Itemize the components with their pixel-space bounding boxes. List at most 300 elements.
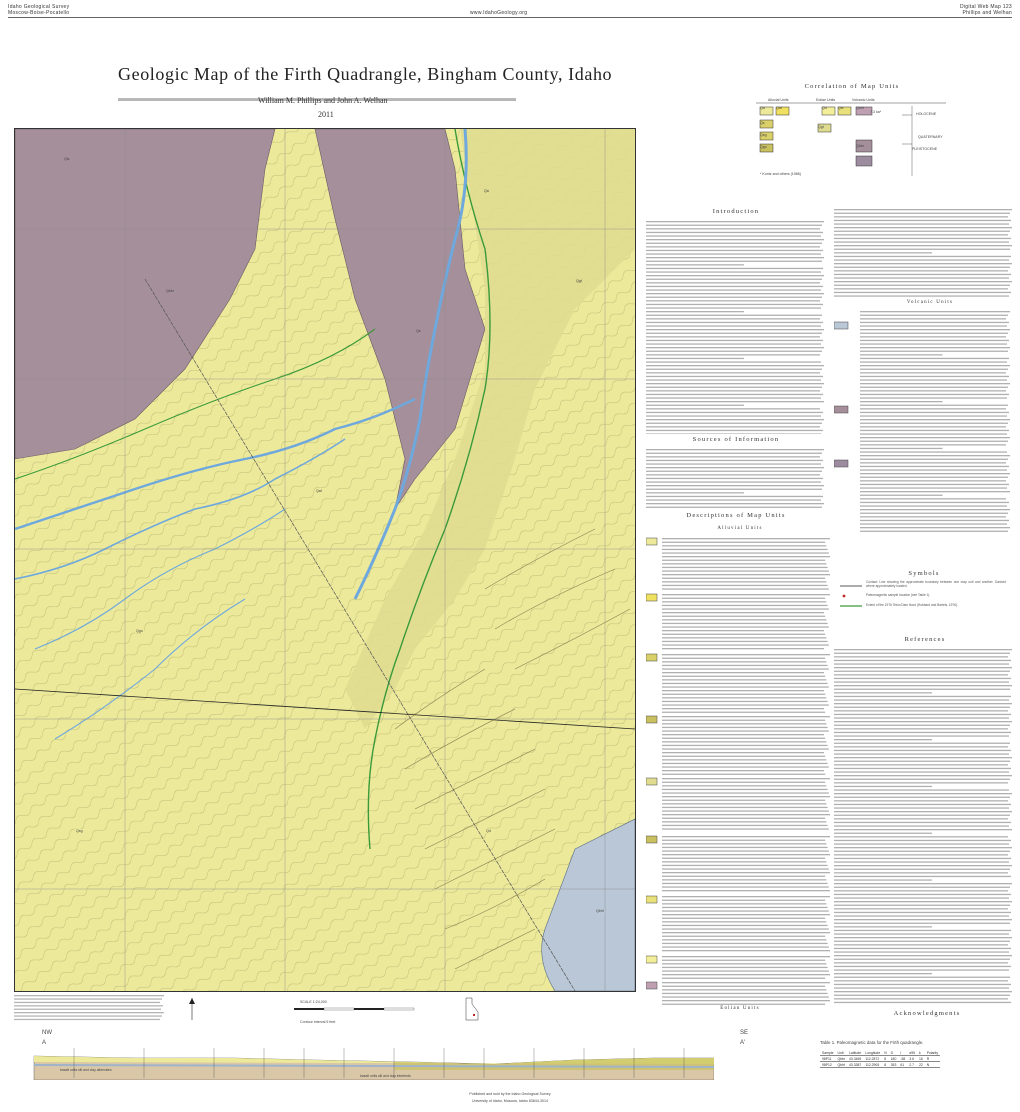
xsec-note-center: basalt units silt and clay interbeds [360,1074,411,1078]
text-line [662,770,824,771]
text-line [860,520,1009,521]
text-line [662,612,824,613]
text-line [860,311,1010,312]
unit-descriptions [646,536,832,1006]
text-line [662,876,825,877]
text-line [662,903,826,904]
text-line [662,648,824,649]
symbol-glyphs [840,582,864,612]
text-line [646,228,820,229]
text-line [662,865,828,866]
text-line [646,307,821,308]
text-line [662,854,830,855]
table-cell: R [925,1056,940,1062]
text-line [834,771,1009,772]
text-line [662,644,829,645]
map-label-qgt[interactable]: Qgt [576,279,582,283]
text-line [860,477,1008,478]
text-line [662,676,825,677]
text-line [646,401,824,402]
text-line [834,699,1009,700]
text-line [834,840,1011,841]
text-line [646,318,820,319]
text-line [662,778,830,779]
text-line [646,397,821,398]
text-line [646,354,820,355]
text-line [860,437,1010,438]
text-line [834,768,1011,769]
text-line [834,743,1010,744]
text-line [860,441,1008,442]
text-line [834,220,1011,221]
text-line [662,594,830,595]
header-center[interactable]: www.IdahoGeology.org [470,10,528,16]
text-line [860,433,1007,434]
text-line [662,752,824,753]
text-line [834,692,932,693]
map-label-qd[interactable]: Qd [486,829,491,833]
text-line [646,329,824,330]
text-line [662,800,825,801]
text-line [834,653,1010,654]
text-line [646,253,821,254]
text-line [834,969,1009,970]
text-line [662,810,829,811]
text-line [662,630,824,631]
symbol-extent-text: Extent of the 1976 Teton Dam flood (Hubbard and Bartels, 1976). [866,603,958,607]
text-line [834,915,1009,916]
text-line [14,1005,163,1006]
xsec-note-left: basalt units silt and clay alternates [60,1068,112,1072]
text-line [662,538,830,539]
text-line [662,766,829,767]
text-line [646,261,822,262]
text-line [834,674,1008,675]
text-line [646,383,824,384]
text-line [14,1002,160,1003]
text-line [662,694,825,695]
text-line [662,683,828,684]
text-line [646,304,823,305]
text-line [14,998,162,999]
text-line [646,496,823,497]
table-cell: 61 [898,1062,907,1068]
text-line [662,921,826,922]
text-line [860,473,1010,474]
text-line [646,415,821,416]
text-line [662,623,828,624]
text-line [834,919,1012,920]
text-line [662,792,829,793]
text-line [662,665,828,666]
text-line [662,556,830,557]
text-line [860,394,1009,395]
map-label-qs[interactable]: Qs [416,329,421,333]
text-line [860,354,943,355]
text-line [860,480,1006,481]
text-line [834,955,1012,956]
corr-age: 7.3 ka* [870,110,882,114]
text-line [662,774,825,775]
corr-unit-qsg: Qsg [760,133,767,137]
text-line [834,984,1011,985]
text-line [662,782,825,783]
text-line [646,492,744,493]
correlation-heading: Correlation of Map Units [804,83,900,90]
text-line [662,552,829,553]
text-line [646,275,824,276]
text-line [662,730,829,731]
text-line [834,274,1011,275]
text-line [834,696,1011,697]
text-line [834,746,1008,747]
text-line [14,995,164,996]
text-line [860,315,1008,316]
corr-pleistocene: PLEISTOCENE [912,147,938,151]
text-line [834,288,1008,289]
text-line [646,351,822,352]
text-line [662,982,830,983]
text-line [646,235,821,236]
unit-swatch [834,460,848,467]
text-line [662,803,826,804]
unit-swatch [646,716,657,723]
table-cell: 8 [882,1062,888,1068]
text-line [834,249,1010,250]
text-line [860,531,1008,532]
text-line [860,322,1009,323]
text-line [834,865,1012,866]
unit-swatch [646,538,657,545]
text-line [662,939,826,940]
volcanic-heading: Volcanic Units [906,300,954,305]
text-line [662,836,830,837]
text-line [860,498,1006,499]
text-line [834,710,1008,711]
text-line [646,471,822,472]
table-cell: 98P12 [820,1062,836,1068]
text-line [834,223,1009,224]
map-label-qsg[interactable]: Qsg [76,829,83,833]
table-header: Unit [836,1050,848,1056]
text-line [834,912,1011,913]
text-line [834,894,1011,895]
text-line [646,467,824,468]
text-line [646,449,824,450]
text-line [834,681,1009,682]
map-credits-block [14,994,634,1022]
text-line [662,668,829,669]
text-line [860,484,1009,485]
table-header: Longitude [865,1050,881,1055]
text-line [834,295,1009,296]
text-line [834,728,1008,729]
text-line [834,811,1012,812]
text-line [662,936,825,937]
text-line [646,460,823,461]
text-line [662,967,828,968]
text-line [834,256,1011,257]
text-line [662,872,830,873]
text-line [662,932,830,933]
text-line [646,293,824,294]
text-line [646,405,744,406]
text-line [646,361,821,362]
text-line [662,825,828,826]
text-line [646,419,824,420]
text-line [834,660,1011,661]
unit-swatch [646,982,657,989]
text-line [834,948,1011,949]
text-line [834,991,1012,992]
text-line [860,390,1006,391]
text-line [662,697,826,698]
text-line [834,923,1010,924]
text-line [834,926,932,927]
text-line [834,804,1011,805]
table-header: N [884,1050,887,1055]
corr-unit-qbbr: Qbbr [856,144,864,148]
text-line [662,785,826,786]
table-cell: 43.3469 [849,1056,862,1061]
text-line [834,951,1009,952]
year: 2011 [318,110,334,119]
text-line [834,761,1010,762]
text-line [662,574,830,575]
text-line [646,279,822,280]
text-line [646,311,744,312]
text-line [834,869,1010,870]
unit-swatch [646,836,657,843]
text-line [646,426,820,427]
text-line [860,365,1010,366]
text-line [860,340,1009,341]
correlation-rule [756,92,946,96]
text-line [646,232,823,233]
text-line [662,641,828,642]
text-line [662,914,830,915]
unit-swatch [646,654,657,661]
text-line [646,325,821,326]
corr-unit-qbhf: Qbhf [856,106,864,110]
text-line [834,818,1008,819]
text-line [834,858,1011,859]
text-line [662,818,825,819]
text-line [662,545,826,546]
table-cell: 180 [890,1056,897,1061]
text-line [834,998,1008,999]
text-line [860,379,1007,380]
text-line [834,227,1012,228]
text-line [834,782,1008,783]
header-right-1: Digital Web Map 123 [959,4,1012,10]
text-line [646,499,821,500]
table-header: k [917,1050,925,1056]
header-rule [8,17,1012,18]
text-line [834,872,1008,873]
text-line [646,358,744,359]
text-line [834,973,932,974]
table-cell: 112.2905 [863,1062,882,1068]
text-line [834,829,1012,830]
footer-address: University of Idaho, Moscow, Idaho 83844-3014 [472,1099,548,1103]
text-line [646,315,822,316]
table-cell: 8 [882,1056,888,1062]
text-line [860,383,1010,384]
table-header: α95 [909,1050,915,1055]
text-line [646,289,821,290]
map-label-qls[interactable]: Qls [64,157,70,161]
text-line [834,930,1011,931]
references-heading: References [904,636,946,643]
text-line [646,336,820,337]
table-header: I [898,1050,907,1056]
text-line [860,502,1009,503]
text-line [662,704,829,705]
text-line [860,487,1007,488]
text-line [662,828,829,829]
map-label-qaf[interactable]: Qaf [316,489,322,493]
text-line [834,854,1008,855]
symbol-paleomag-text: Paleomagnetic sample location (see Table 1). [866,593,931,597]
text-line [834,822,1011,823]
text-line [646,394,823,395]
table-cell: -58 [900,1056,906,1061]
table-cell: 98P11 [820,1056,836,1062]
text-line [860,358,1009,359]
text-line [662,918,825,919]
text-line [834,905,1010,906]
table-cell: 43.3387 [849,1062,862,1067]
map-label-qbbr[interactable]: Qbbr [166,289,174,293]
corr-unit-qd: Qd [822,106,827,110]
text-line [834,977,1010,978]
map-canvas[interactable] [15,129,635,991]
text-line [834,861,1009,862]
text-line [860,401,943,402]
text-line [662,814,830,815]
text-line [834,793,1012,794]
text-line [662,861,826,862]
text-line [662,679,826,680]
text-line [834,234,1008,235]
text-line [662,879,826,880]
text-line [834,245,1012,246]
text-line [834,1002,1011,1003]
text-line [646,408,820,409]
text-line [860,444,1006,445]
corr-col-volcanic: Volcanic Units [852,98,875,102]
text-line [834,775,1012,776]
header-left-1: Idaho Geological Survey [8,4,70,10]
corr-unit-qgt: Qgt [818,125,824,129]
text-line [860,412,1009,413]
text-line [834,656,1008,657]
ack-heading: Acknowledgments [893,1010,961,1017]
symbol-contact-text: Contact: Line showing the approximate boundary between one map unit and another. Dashed where approximately located. [866,580,1006,589]
text-line [860,455,1010,456]
text-line [662,634,825,635]
text-line [860,343,1007,344]
text-line [646,390,820,391]
corr-quaternary: QUATERNARY [918,135,943,139]
text-line [646,286,823,287]
descriptions-heading: Descriptions of Map Units [686,512,786,519]
eolian-heading: Eolian Units [720,1006,760,1011]
xsec-label-a: A [42,1040,47,1046]
text-line [834,843,1009,844]
text-line [646,423,822,424]
text-line [834,753,1009,754]
text-line [662,986,825,987]
text-line [834,209,1012,210]
unit-swatch [646,896,657,903]
text-line [646,430,823,431]
text-line [662,925,828,926]
text-line [860,469,1007,470]
map-label-qgo[interactable]: Qgo [136,629,143,633]
text-line [662,890,830,891]
map-label-qbhf[interactable]: Qbhf [596,909,604,913]
text-line [834,714,1011,715]
text-line [860,408,1006,409]
text-line [646,264,744,265]
table-cell: N [925,1062,940,1068]
corr-unit-qs: Qs [760,121,765,125]
text-line [646,507,822,508]
geologic-map[interactable] [14,128,636,992]
text-line [860,451,1007,452]
text-line [662,598,825,599]
text-line [834,649,1012,650]
text-line [860,415,1007,416]
text-line [834,241,1009,242]
table-header: Sample [822,1050,834,1055]
text-line [662,840,825,841]
xsec-label-se: SE [740,1030,749,1036]
table-cell: 16 [918,1056,923,1061]
text-line [834,807,1009,808]
text-line [834,789,1009,790]
unit-swatch [646,594,657,601]
text-line [834,786,932,787]
text-line [860,318,1006,319]
text-line [662,741,826,742]
text-line [662,763,828,764]
text-line [860,491,1010,492]
sources-text [646,448,824,508]
footer-publisher: Published and sold by the Idaho Geological Survey [469,1092,551,1096]
text-line [646,340,823,341]
text-line [646,365,824,366]
text-line [646,271,821,272]
text-line [662,716,830,717]
text-line [646,453,822,454]
text-line [14,1019,160,1020]
text-line [646,250,823,251]
header-right-2: Phillips and Welhan [962,10,1012,16]
sources-heading: Sources of Information [692,436,780,443]
text-line [860,347,1010,348]
text-line [662,745,828,746]
text-line [834,238,1011,239]
map-label-qa[interactable]: Qa [484,189,489,193]
text-line [646,246,820,247]
text-line [662,549,828,550]
text-line [662,883,828,884]
text-line [646,221,824,222]
text-line [646,463,821,464]
